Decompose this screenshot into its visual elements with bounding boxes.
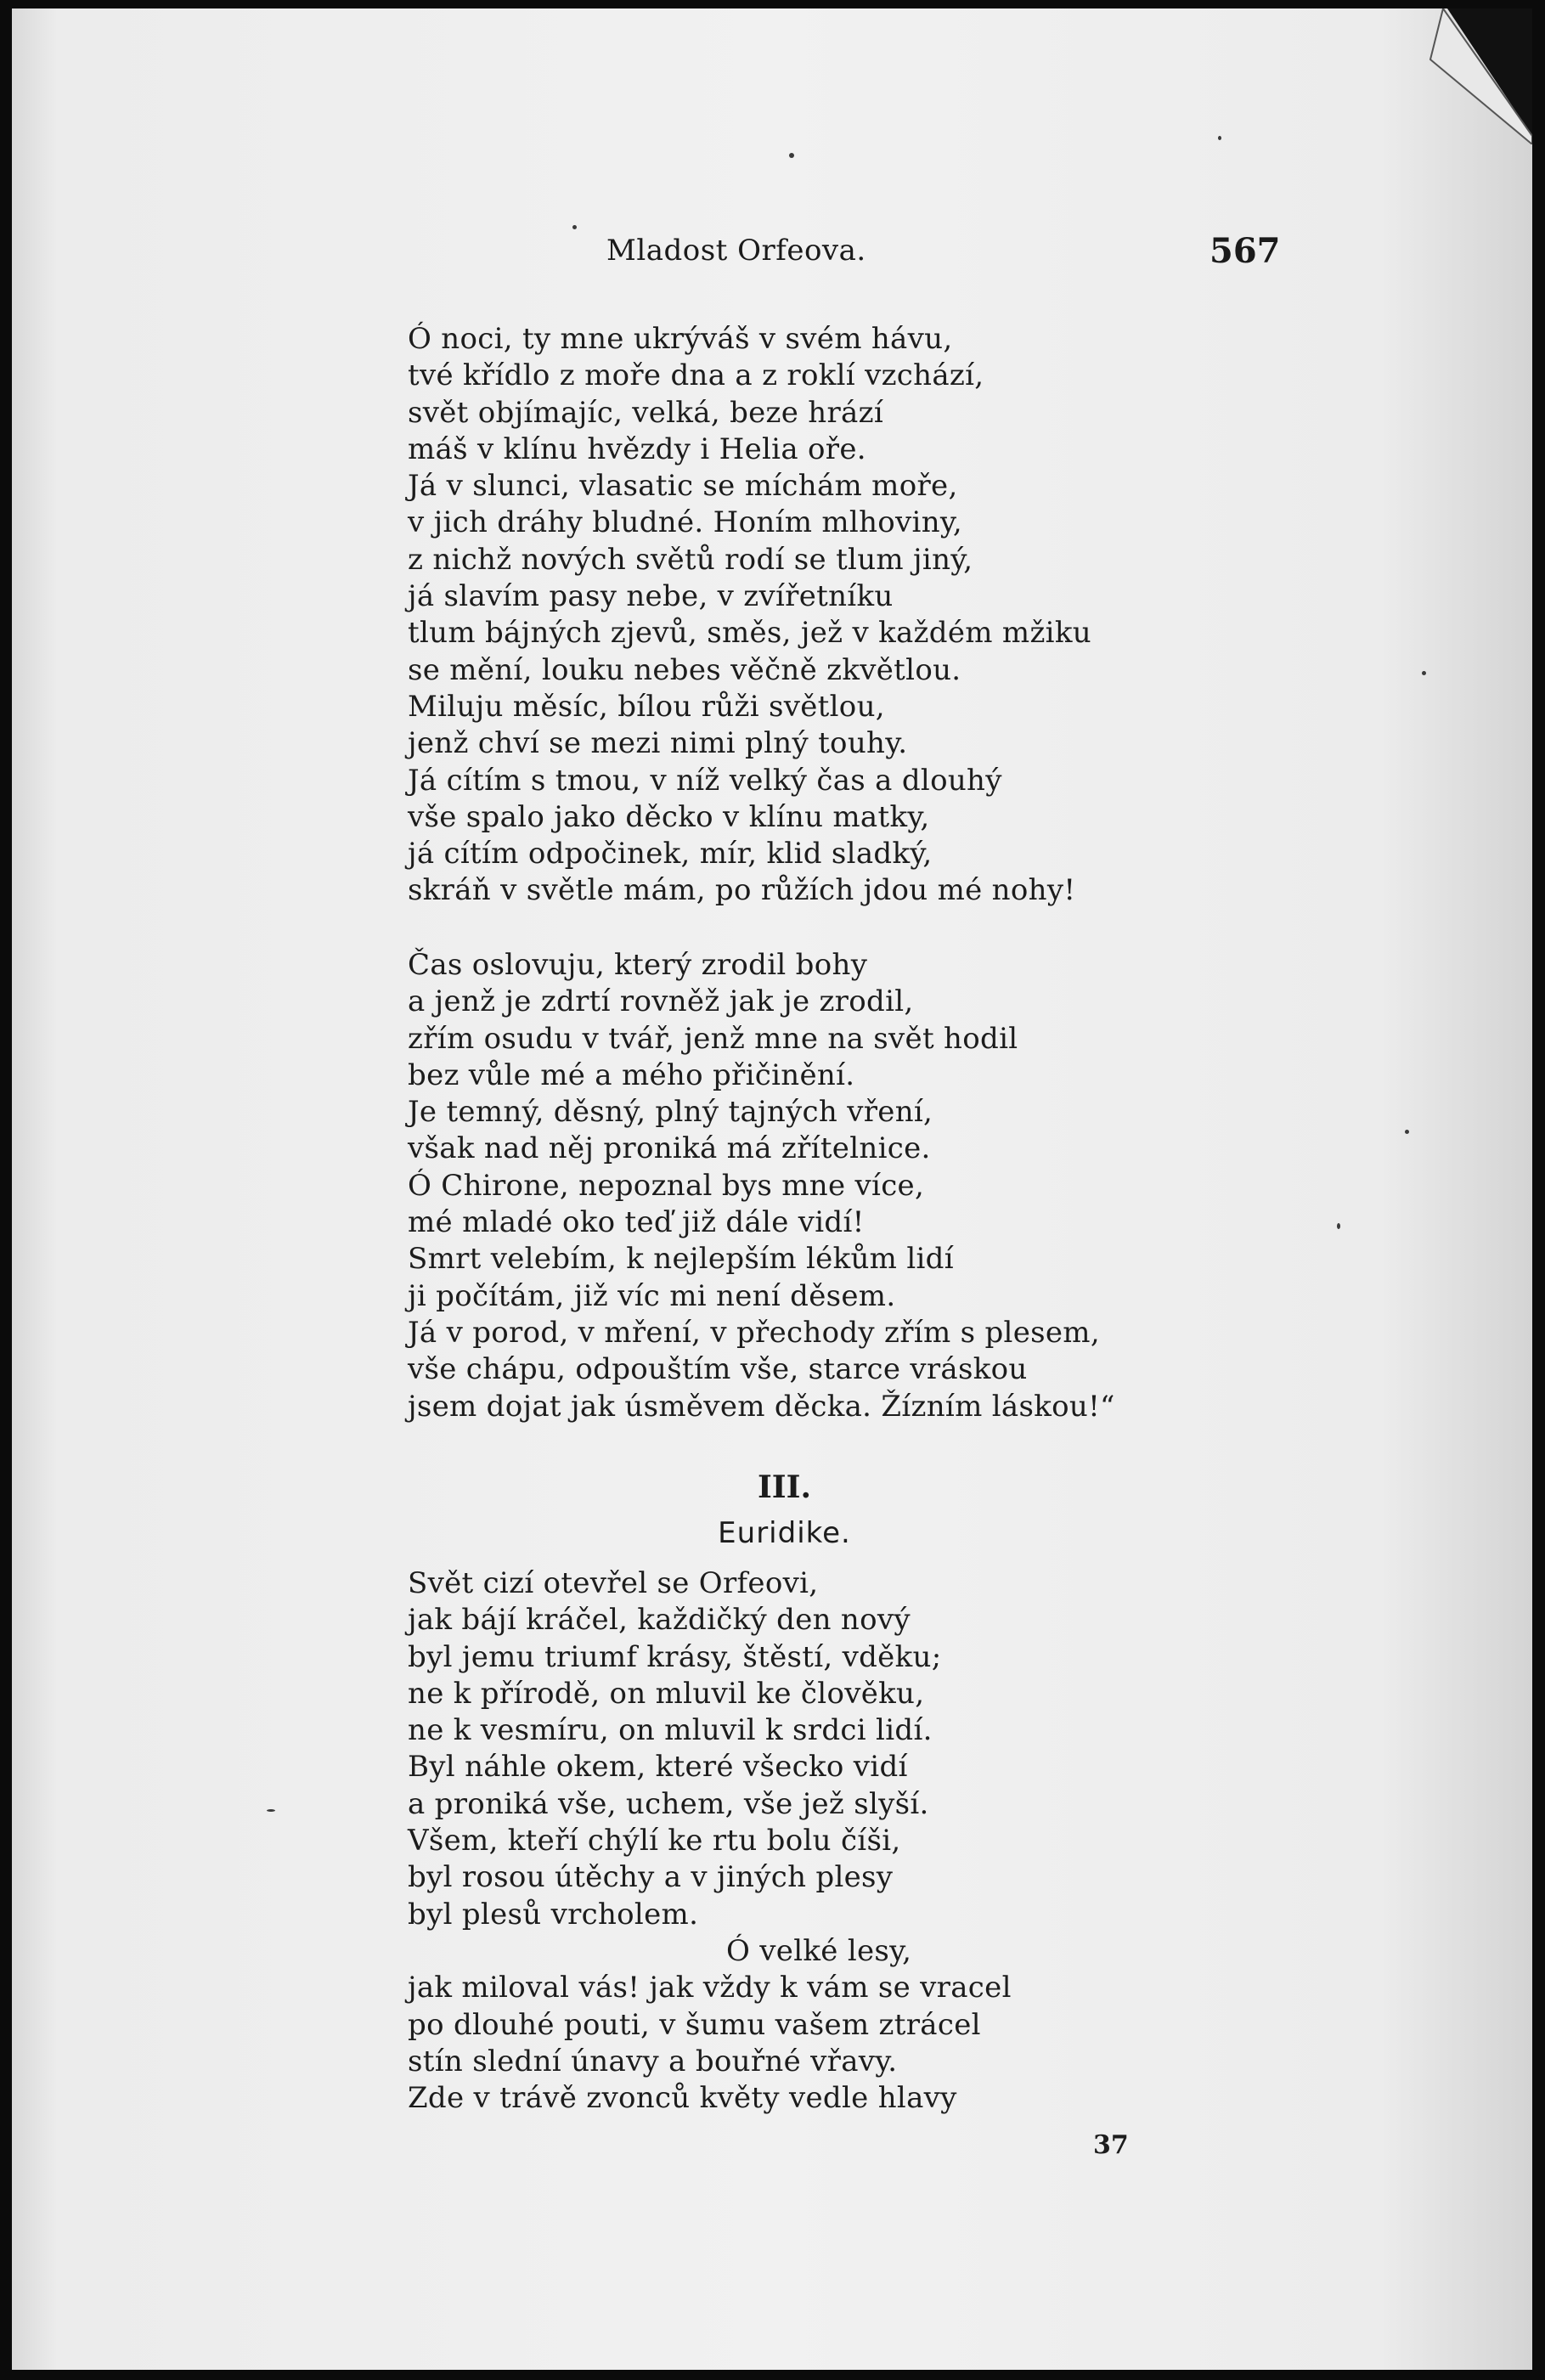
verse-line: vše chápu, odpouštím vše, starce vráskou bbox=[408, 1352, 1028, 1387]
verse-line: skráň v světle mám, po růžích jdou mé nohy! bbox=[408, 873, 1076, 908]
verse-line: svět objímajíc, velká, beze hrází bbox=[408, 395, 884, 430]
verse-line: já slavím pasy nebe, v zvířetníku bbox=[408, 579, 894, 614]
verse-line: ne k přírodě, on mluvil ke člověku, bbox=[408, 1676, 925, 1711]
verse-line: ji počítám, již víc mi není děsem. bbox=[408, 1278, 896, 1313]
verse-line: byl plesů vrcholem. bbox=[408, 1897, 699, 1932]
verse-line-indented: Ó velké lesy, bbox=[726, 1933, 912, 1968]
signature-mark: 37 bbox=[1093, 2130, 1129, 2160]
verse-line: Čas oslovuju, který zrodil bohy bbox=[408, 948, 868, 982]
verse-line: jak bájí kráčel, každičký den nový bbox=[408, 1603, 911, 1638]
paper-speck bbox=[1405, 1130, 1409, 1134]
verse-line: jak miloval vás! jak vždy k vám se vracel bbox=[408, 1971, 1012, 2005]
verse-line: Svět cizí otevřel se Orfeovi, bbox=[408, 1566, 819, 1600]
verse-line: a jenž je zdrtí rovněž jak je zrodil, bbox=[408, 984, 914, 1019]
verse-line: jsem dojat jak úsměvem děcka. Žízním láskou!“ bbox=[408, 1389, 1115, 1424]
verse-line: Všem, kteří chýlí ke rtu bolu číši, bbox=[408, 1824, 901, 1858]
verse-line: Ó Chirone, nepoznal bys mne více, bbox=[408, 1168, 925, 1203]
verse-line: tlum bájných zjevů, směs, jež v každém mžiku bbox=[408, 616, 1091, 651]
poem-stanza-2 bbox=[408, 947, 1172, 1425]
verse-line: se mění, louku nebes věčně zkvětlou. bbox=[408, 652, 961, 687]
paper-speck bbox=[1422, 671, 1426, 675]
verse-line: Já cítím s tmou, v níž velký čas a dlouhý bbox=[408, 763, 1002, 798]
verse-line: bez vůle mé a mého přičinění. bbox=[408, 1057, 855, 1092]
verse-line: Smrt velebím, k nejlepším lékům lidí bbox=[408, 1242, 954, 1277]
poem-stanza-3 bbox=[408, 1565, 1172, 2117]
verse-line: Já v slunci, vlasatic se míchám moře, bbox=[408, 469, 958, 504]
verse-line: Je temný, děsný, plný tajných vření, bbox=[408, 1095, 933, 1130]
verse-line: zřím osudu v tvář, jenž mne na svět hodil bbox=[408, 1021, 1018, 1056]
verse-line: Já v porod, v mření, v přechody zřím s plesem, bbox=[408, 1315, 1100, 1350]
section-number: III. bbox=[757, 1469, 812, 1505]
verse-line: z nichž nových světů rodí se tlum jiný, bbox=[408, 542, 973, 577]
page-number: 567 bbox=[1209, 231, 1281, 271]
verse-line: mé mladé oko teď již dále vidí! bbox=[408, 1205, 865, 1240]
verse-line: tvé křídlo z moře dna a z roklí vzchází, bbox=[408, 358, 984, 393]
verse-line: Byl náhle okem, které všecko vidí bbox=[408, 1750, 908, 1785]
verse-line: Zde v trávě zvonců květy vedle hlavy bbox=[408, 2081, 957, 2116]
paper-speck bbox=[1218, 136, 1221, 140]
verse-line: a proniká vše, uchem, vše jež slyší. bbox=[408, 1786, 929, 1821]
verse-line: já cítím odpočinek, mír, klid sladký, bbox=[408, 837, 933, 871]
verse-line: stín slední únavy a bouřné vřavy. bbox=[408, 2044, 898, 2078]
verse-line: byl jemu triumf krásy, štěstí, vděku; bbox=[408, 1639, 942, 1674]
verse-line: v jich dráhy bludné. Honím mlhoviny, bbox=[408, 505, 963, 540]
verse-line: po dlouhé pouti, v šumu vašem ztrácel bbox=[408, 2007, 981, 2042]
section-title: Euridike. bbox=[718, 1516, 851, 1550]
paper-speck bbox=[267, 1809, 275, 1812]
paper-speck bbox=[572, 225, 577, 229]
verse-line: vše spalo jako děcko v klínu matky, bbox=[408, 799, 930, 834]
folded-corner bbox=[1413, 8, 1532, 144]
paper-speck bbox=[789, 153, 794, 158]
verse-line: Miluju měsíc, bílou růži světlou, bbox=[408, 689, 885, 724]
paper-speck bbox=[1337, 1223, 1340, 1229]
verse-line: Ó noci, ty mne ukrýváš v svém hávu, bbox=[408, 322, 953, 356]
verse-line: jenž chví se mezi nimi plný touhy. bbox=[408, 726, 908, 761]
book-page bbox=[12, 8, 1532, 2370]
poem-stanza-1 bbox=[408, 321, 1172, 910]
verse-line: však nad něj proniká má zřítelnice. bbox=[408, 1131, 931, 1166]
verse-line: máš v klínu hvězdy i Helia oře. bbox=[408, 431, 866, 466]
verse-line: byl rosou útěchy a v jiných plesy bbox=[408, 1860, 894, 1895]
verse-line: ne k vesmíru, on mluvil k srdci lidí. bbox=[408, 1713, 933, 1748]
running-title: Mladost Orfeova. bbox=[606, 234, 866, 268]
